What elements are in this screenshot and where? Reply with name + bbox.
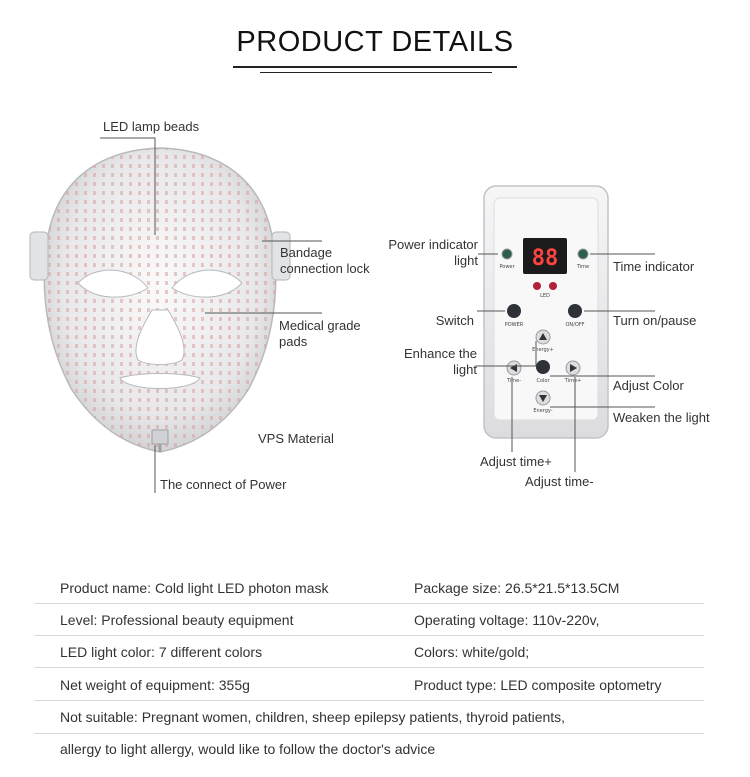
led-mask-image (30, 148, 290, 452)
label-switch: Switch (435, 313, 474, 328)
page-title: PRODUCT DETAILS (236, 26, 514, 58)
spec-divider (34, 733, 704, 734)
spec-colors: Colors: white/gold; (414, 644, 530, 660)
spec-product-name: Product name: Cold light LED photon mask (60, 580, 329, 596)
label-adjust-color: Adjust Color (613, 378, 684, 393)
spec-divider (34, 700, 704, 701)
label-medical-line2: pads (279, 334, 308, 349)
spec-voltage: Operating voltage: 110v-220v, (414, 612, 600, 628)
spec-weight: Net weight of equipment: 355g (60, 677, 250, 693)
time-small-label: Time (576, 264, 590, 270)
spec-product-type: Product type: LED composite optometry (414, 677, 662, 693)
spec-divider (34, 635, 704, 636)
label-adjust-time-plus: Adjust time+ (480, 454, 552, 469)
onoff-button-label: ON/OFF (565, 322, 585, 328)
spec-not-suitable: Not suitable: Pregnant women, children, sheep epilepsy patients, thyroid patients, (60, 709, 566, 725)
label-adjust-time-minus: Adjust time- (525, 474, 594, 489)
label-bandage-line1: Bandage (280, 245, 333, 260)
spec-package-size: Package size: 26.5*21.5*13.5CM (414, 580, 620, 596)
label-enhance-line2: light (453, 362, 477, 377)
label-time-indicator: Time indicator (613, 259, 695, 274)
label-weaken: Weaken the light (613, 410, 710, 425)
energy-minus-label: Energy- (533, 408, 553, 414)
label-led-beads: LED lamp beads (103, 119, 200, 134)
label-power-indicator (370, 237, 478, 269)
spec-divider (34, 603, 704, 604)
power-small-label: Power (499, 264, 515, 270)
label-medical-line1: Medical grade (279, 318, 361, 333)
led-small-label: LED (540, 293, 550, 299)
time-plus-label: Time+ (564, 378, 582, 384)
remote-control-image (484, 186, 608, 438)
label-enhance-line1: Enhance the (403, 346, 477, 361)
spec-allergy: allergy to light allergy, would like to follow the doctor's advice (60, 741, 436, 757)
label-power-indicator-line2: light (454, 253, 478, 268)
label-power-connect: The connect of Power (160, 477, 287, 492)
label-turn-on-pause: Turn on/pause (613, 313, 697, 328)
energy-plus-label: Energy+ (532, 347, 554, 353)
svg-text:88: 88 (531, 246, 559, 271)
label-enhance (380, 346, 477, 378)
power-button-label: POWER (504, 322, 524, 328)
label-power-indicator-line1: Power indicator (388, 237, 478, 252)
spec-divider (34, 667, 704, 668)
spec-led-color: LED light color: 7 different colors (60, 644, 263, 660)
label-vps-material: VPS Material (258, 431, 334, 446)
label-bandage-lock (280, 245, 370, 277)
color-label: Color (536, 378, 550, 384)
time-minus-label: Time- (506, 378, 522, 384)
label-bandage-line2: connection lock (280, 261, 370, 276)
label-medical-pads (279, 318, 361, 350)
spec-level: Level: Professional beauty equipment (60, 612, 294, 628)
